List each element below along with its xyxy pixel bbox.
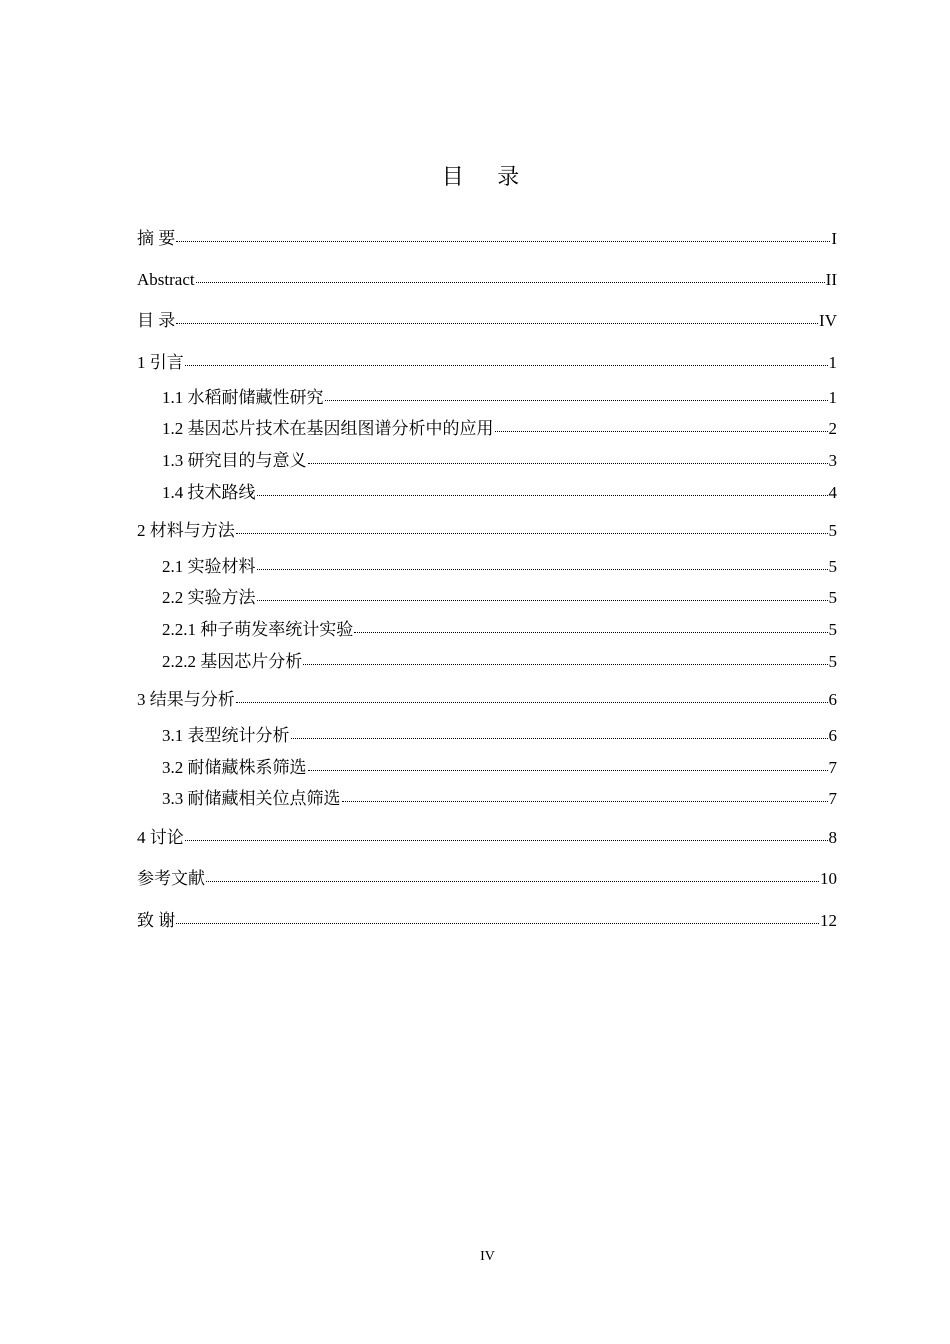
dot-leader	[257, 569, 828, 570]
toc-entry-references[interactable]	[137, 869, 837, 889]
page-title: 目 录	[441, 164, 534, 189]
toc-entry-chapter-1[interactable]	[137, 353, 837, 373]
toc-entry-chapter-3[interactable]	[137, 690, 837, 710]
toc-entry-page: I	[831, 229, 837, 248]
dot-leader	[354, 632, 827, 633]
toc-entry-abstract-cn[interactable]	[137, 229, 837, 249]
dot-leader	[257, 495, 828, 496]
toc-entry-page: 6	[828, 726, 837, 745]
toc-entry-section-1-4[interactable]	[162, 483, 837, 503]
toc-entry-label: 2.2.1 种子萌发率统计实验	[162, 620, 354, 639]
toc-entry-page: 8	[828, 828, 837, 847]
toc-entry-section-2-2-1[interactable]	[162, 620, 837, 640]
dot-leader	[325, 400, 828, 401]
toc-entry-label: 3.2 耐储藏株系筛选	[162, 758, 307, 777]
toc-entry-acknowledgements[interactable]	[137, 911, 837, 931]
toc-entry-section-1-3[interactable]	[162, 451, 837, 471]
toc-entry-page: 6	[828, 690, 837, 709]
dot-leader	[236, 533, 828, 534]
toc-entry-page: 5	[828, 588, 837, 607]
toc-entry-contents[interactable]	[137, 311, 837, 331]
dot-leader	[185, 365, 828, 366]
toc-entry-section-2-1[interactable]	[162, 557, 837, 577]
toc-entry-page: IV	[819, 311, 837, 330]
toc-entry-label: 2.1 实验材料	[162, 557, 256, 576]
toc-entry-label: 1.2 基因芯片技术在基因组图谱分析中的应用	[162, 419, 494, 438]
toc-entry-section-1-2[interactable]	[162, 419, 837, 439]
toc-entry-label: 摘 要	[137, 229, 176, 248]
toc-entry-label: 1 引言	[137, 353, 184, 372]
toc-entry-section-3-3[interactable]	[162, 789, 837, 809]
toc-entry-chapter-4[interactable]	[137, 828, 837, 848]
toc-entry-label: 2 材料与方法	[137, 521, 235, 540]
toc-entry-label: 参考文献	[137, 869, 205, 888]
toc-entry-page: 5	[828, 652, 837, 671]
toc-entry-page: 5	[828, 557, 837, 576]
toc-entry-page: 5	[828, 521, 837, 540]
toc-entry-page: 5	[828, 620, 837, 639]
dot-leader	[291, 738, 828, 739]
toc-entry-page: 7	[828, 789, 837, 808]
dot-leader	[236, 702, 828, 703]
toc-entry-label: 2.2.2 基因芯片分析	[162, 652, 303, 671]
toc-entry-chapter-2[interactable]	[137, 521, 837, 541]
toc-entry-label: 4 讨论	[137, 828, 184, 847]
dot-leader	[257, 600, 828, 601]
toc-entry-page: II	[825, 270, 837, 289]
toc-entry-section-2-2-2[interactable]	[162, 652, 837, 672]
toc-entry-page: 7	[828, 758, 837, 777]
toc-entry-label: 1.3 研究目的与意义	[162, 451, 307, 470]
dot-leader	[206, 881, 819, 882]
toc-entry-page: 1	[828, 388, 837, 407]
toc-entry-page: 3	[828, 451, 837, 470]
toc-entry-label: 1.4 技术路线	[162, 483, 256, 502]
toc-entry-page: 1	[828, 353, 837, 372]
toc-entry-page: 2	[828, 419, 837, 438]
dot-leader	[185, 840, 828, 841]
dot-leader	[495, 431, 828, 432]
dot-leader	[176, 923, 819, 924]
toc-entry-label: 1.1 水稻耐储藏性研究	[162, 388, 324, 407]
toc-entry-section-3-1[interactable]	[162, 726, 837, 746]
toc-entry-page: 12	[820, 911, 837, 930]
toc-entry-label: Abstract	[137, 270, 195, 289]
toc-entry-label: 2.2 实验方法	[162, 588, 256, 607]
dot-leader	[342, 801, 828, 802]
dot-leader	[196, 282, 825, 283]
toc-entry-section-1-1[interactable]	[162, 388, 837, 408]
dot-leader	[308, 770, 828, 771]
dot-leader	[176, 241, 830, 242]
toc-entry-section-2-2[interactable]	[162, 588, 837, 608]
toc-entry-label: 3 结果与分析	[137, 690, 235, 709]
dot-leader	[308, 463, 828, 464]
footer-page-number: IV	[480, 1249, 495, 1264]
toc-entry-abstract-en[interactable]	[137, 270, 837, 290]
toc-entry-label: 3.1 表型统计分析	[162, 726, 290, 745]
toc-entry-section-3-2[interactable]	[162, 758, 837, 778]
dot-leader	[303, 664, 827, 665]
toc-entry-page: 4	[828, 483, 837, 502]
toc-entry-label: 3.3 耐储藏相关位点筛选	[162, 789, 341, 808]
toc-entry-label: 致 谢	[137, 911, 176, 930]
toc-entry-page: 10	[820, 869, 837, 888]
dot-leader	[176, 323, 818, 324]
toc-entry-label: 目 录	[137, 311, 176, 330]
